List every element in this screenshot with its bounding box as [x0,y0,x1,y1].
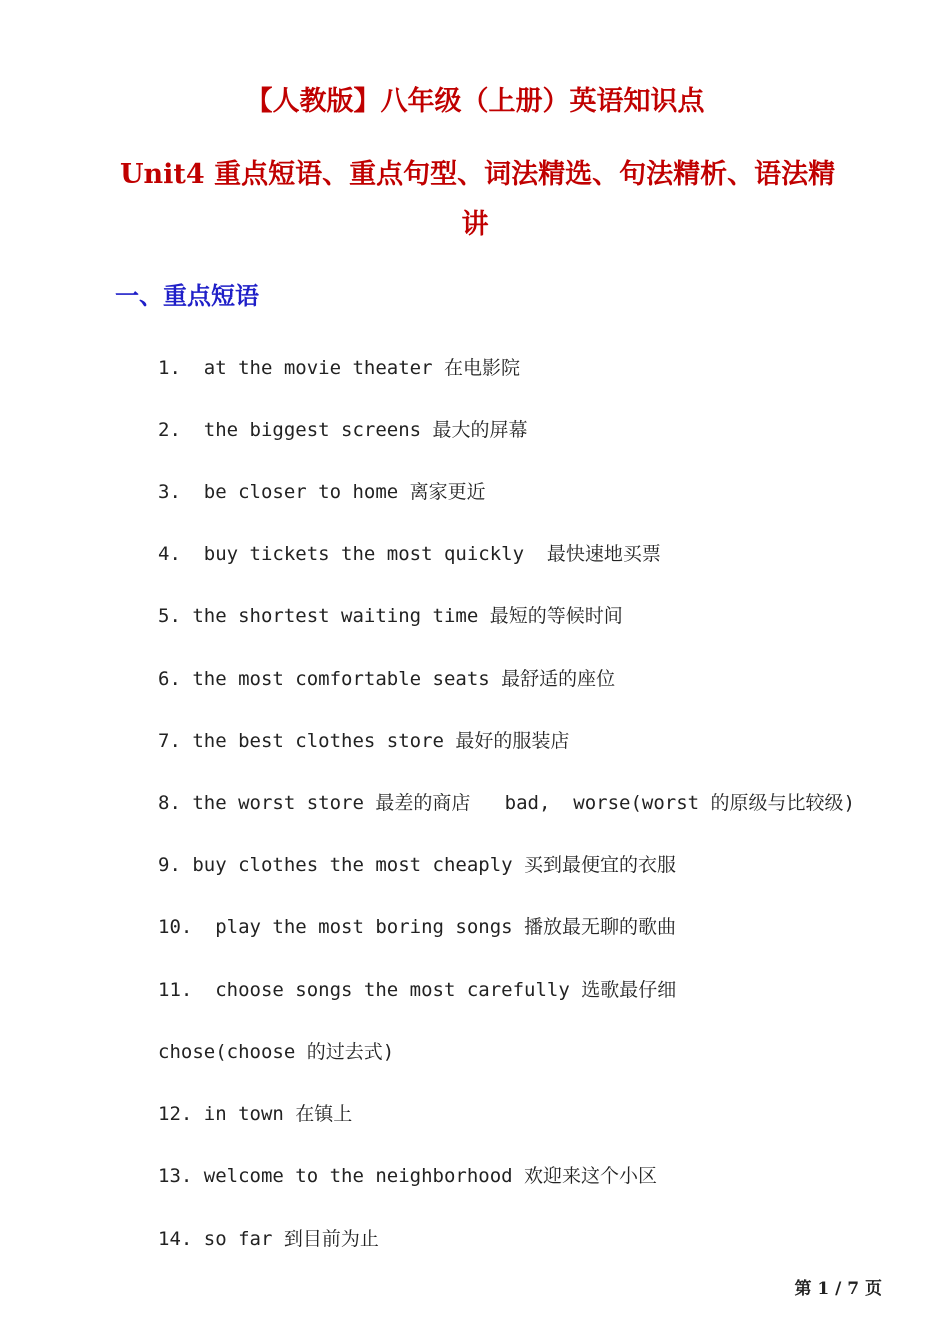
document-title: 【人教版】八年级（上册）英语知识点 [245,86,705,117]
page-number: 第 1 / 7 页 [794,1279,882,1299]
phrase-item: 14. so far 到目前为止 [158,1228,379,1250]
phrase-item: 2. the biggest screens 最大的屏幕 [158,419,528,441]
section-heading-key-phrases: 一、重点短语 [115,282,259,310]
phrase-item: 10. play the most boring songs 播放最无聊的歌曲 [158,916,677,938]
phrase-item: 4. buy tickets the most quickly 最快速地买票 [158,543,661,565]
phrase-item: 5. the shortest waiting time 最短的等候时间 [158,605,623,627]
phrase-item: 8. the worst store 最差的商店 bad, worse(worst 的原级与比较级) [158,792,855,814]
phrase-item: 1. at the movie theater 在电影院 [158,357,520,379]
phrase-item: 6. the most comfortable seats 最舒适的座位 [158,668,616,690]
phrase-item: 11. choose songs the most carefully 选歌最仔细 [158,979,677,1001]
phrase-item: 12. in town 在镇上 [158,1103,353,1125]
phrase-item: 9. buy clothes the most cheaply 买到最便宜的衣服 [158,854,677,876]
phrase-item: 7. the best clothes store 最好的服装店 [158,730,570,752]
phrase-item: 3. be closer to home 离家更近 [158,481,486,503]
phrase-item-continued: chose(choose 的过去式) [158,1041,395,1063]
phrase-item: 13. welcome to the neighborhood 欢迎来这个小区 [158,1165,658,1187]
document-subtitle: Unit4 重点短语、重点句型、词法精选、句法精析、语法精 [120,159,836,190]
document-subtitle-continued: 讲 [461,209,489,240]
